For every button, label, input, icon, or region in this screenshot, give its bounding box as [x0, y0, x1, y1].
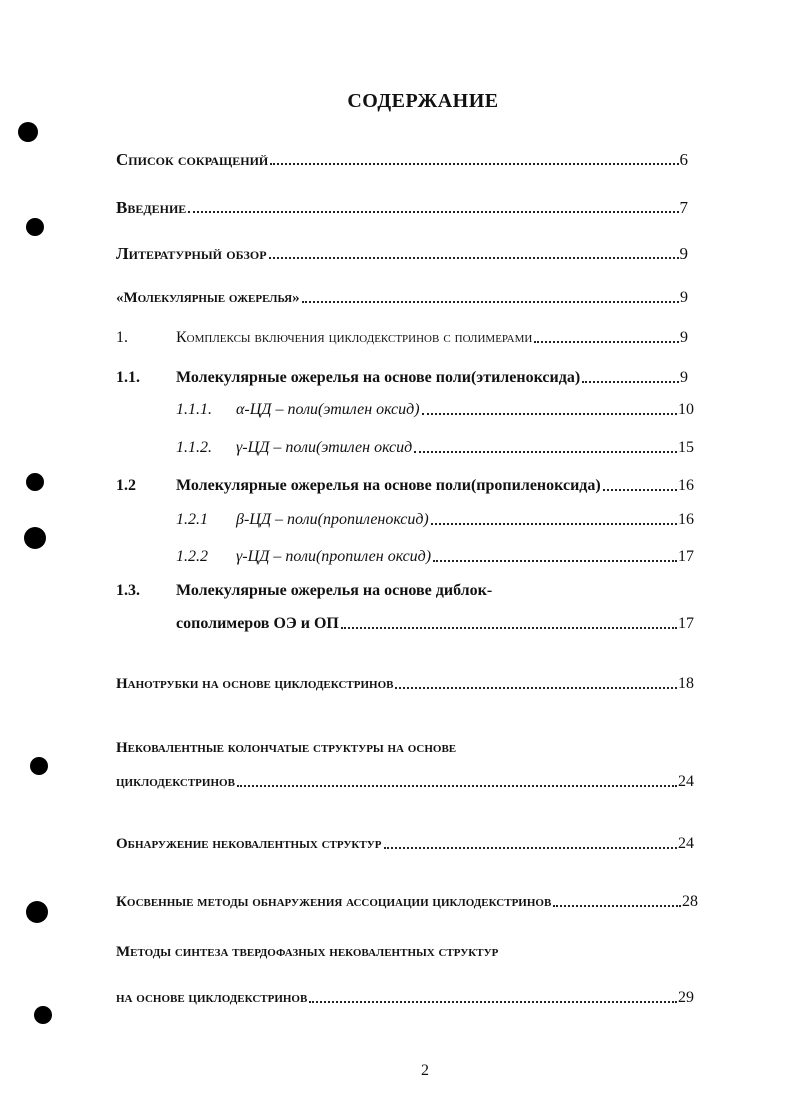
toc-entry-label: Молекулярные ожерелья на основе поли(этиленоксида) [176, 369, 581, 386]
toc-entry-number: 1.3. [116, 582, 140, 599]
toc-entry[interactable] [176, 506, 694, 528]
toc-entry[interactable] [116, 284, 688, 306]
toc-entry-number: 1.2.1 [176, 511, 208, 528]
toc-entry-label: Нанотрубки на основе циклодекстринов [116, 676, 394, 692]
toc-entry-number: 1. [116, 329, 128, 346]
toc-entry[interactable] [116, 472, 694, 494]
toc-entry-label: β-ЦД – поли(пропиленоксид) [236, 511, 429, 528]
toc-leader-dots [302, 300, 679, 303]
punch-hole [26, 473, 44, 491]
toc-entry-number: 1.1.1. [176, 401, 212, 418]
punch-hole [34, 1006, 52, 1024]
toc-leader-dots [414, 450, 677, 453]
toc-leader-dots [309, 1000, 677, 1003]
toc-entry-page: 16 [678, 511, 694, 528]
toc-entry-page: 7 [679, 198, 688, 217]
toc-entry-page: 10 [678, 401, 694, 418]
toc-entry-page: 6 [679, 150, 688, 169]
toc-leader-dots [270, 162, 678, 165]
toc-entry-line1: Нековалентные колончатые структуры на основе [116, 740, 457, 756]
toc-entry-label: Молекулярные ожерелья на основе поли(пропиленоксида) [176, 477, 601, 494]
toc-entry-page: 9 [679, 244, 688, 263]
toc-entry-page: 16 [678, 477, 694, 494]
toc-entry-page: 9 [680, 329, 688, 346]
punch-hole [30, 757, 48, 775]
toc-entry-label: Косвенные методы обнаружения ассоциации циклодекстринов [116, 894, 552, 910]
toc-leader-dots [553, 904, 681, 907]
toc-entry-label-line1: Молекулярные ожерелья на основе диблок- [176, 582, 493, 599]
toc-entry-number: 1.2 [116, 477, 136, 494]
toc-leader-dots [534, 340, 679, 343]
toc-entry-label: сополимеров ОЭ и ОП [176, 615, 339, 632]
toc-entry-label: Литературный обзор [116, 244, 267, 263]
toc-entry[interactable] [116, 888, 698, 910]
punch-hole [18, 122, 38, 142]
toc-entry[interactable] [116, 324, 688, 346]
toc-leader-dots [341, 626, 677, 629]
toc-entry-page: 9 [680, 369, 688, 386]
toc-entry-page: 18 [678, 675, 694, 692]
toc-entry-page: 9 [680, 289, 688, 306]
toc-leader-dots [395, 686, 677, 689]
toc-entry[interactable] [116, 364, 688, 386]
toc-entry[interactable] [176, 434, 694, 456]
toc-entry-page: 15 [678, 439, 694, 456]
toc-entry-label: Введение [116, 198, 187, 217]
punch-hole [26, 218, 44, 236]
toc-entry[interactable] [116, 670, 694, 692]
toc-entry-label: γ-ЦД – поли(этилен оксид [236, 439, 413, 456]
toc-entry[interactable] [116, 194, 688, 216]
toc-leader-dots [433, 559, 677, 562]
toc-entry-line1 [116, 582, 492, 600]
toc-entry-page: 17 [678, 548, 694, 565]
toc-entry-label: циклодекстринов [116, 774, 235, 790]
toc-entry[interactable] [176, 610, 694, 632]
toc-entry[interactable] [176, 396, 694, 418]
toc-entry-label: α-ЦД – поли(этилен оксид) [236, 401, 420, 418]
toc-entry-page: 24 [678, 835, 694, 852]
toc-entry-page: 29 [678, 989, 694, 1006]
toc-entry-page: 24 [678, 773, 694, 790]
toc-entry[interactable] [116, 984, 694, 1006]
punch-hole [26, 901, 48, 923]
toc-entry-page: 17 [678, 615, 694, 632]
toc-entry[interactable] [116, 240, 688, 262]
toc-entry-page: 28 [682, 893, 698, 910]
toc-entry-label: Обнаружение нековалентных структур [116, 836, 382, 852]
toc-entry-label: Список сокращений [116, 150, 269, 169]
toc-entry-label: на основе циклодекстринов [116, 990, 308, 1006]
toc-leader-dots [384, 846, 678, 849]
toc-entry-label: «Молекулярные ожерелья» [116, 290, 300, 306]
toc-entry-number: 1.1. [116, 369, 140, 386]
toc-entry[interactable] [116, 830, 694, 852]
toc-entry-label: γ-ЦД – поли(пропилен оксид) [236, 548, 432, 565]
toc-entry-line1: Методы синтеза твердофазных нековалентных структур [116, 944, 499, 960]
toc-leader-dots [582, 380, 679, 383]
toc-leader-dots [188, 210, 678, 213]
toc-leader-dots [422, 412, 677, 415]
toc-entry-number: 1.1.2. [176, 439, 212, 456]
toc-leader-dots [237, 784, 677, 787]
toc-leader-dots [431, 522, 677, 525]
toc-leader-dots [603, 488, 677, 491]
toc-entry[interactable] [176, 543, 694, 565]
punch-hole [24, 527, 46, 549]
page-number: 2 [421, 1062, 429, 1079]
toc-entry-number: 1.2.2 [176, 548, 208, 565]
toc-entry-label: Комплексы включения циклодекстринов с полимерами [176, 329, 533, 346]
toc-entry[interactable] [116, 768, 694, 790]
toc-entry[interactable] [116, 146, 688, 168]
page-title: СОДЕРЖАНИЕ [347, 90, 499, 112]
toc-leader-dots [269, 256, 679, 259]
